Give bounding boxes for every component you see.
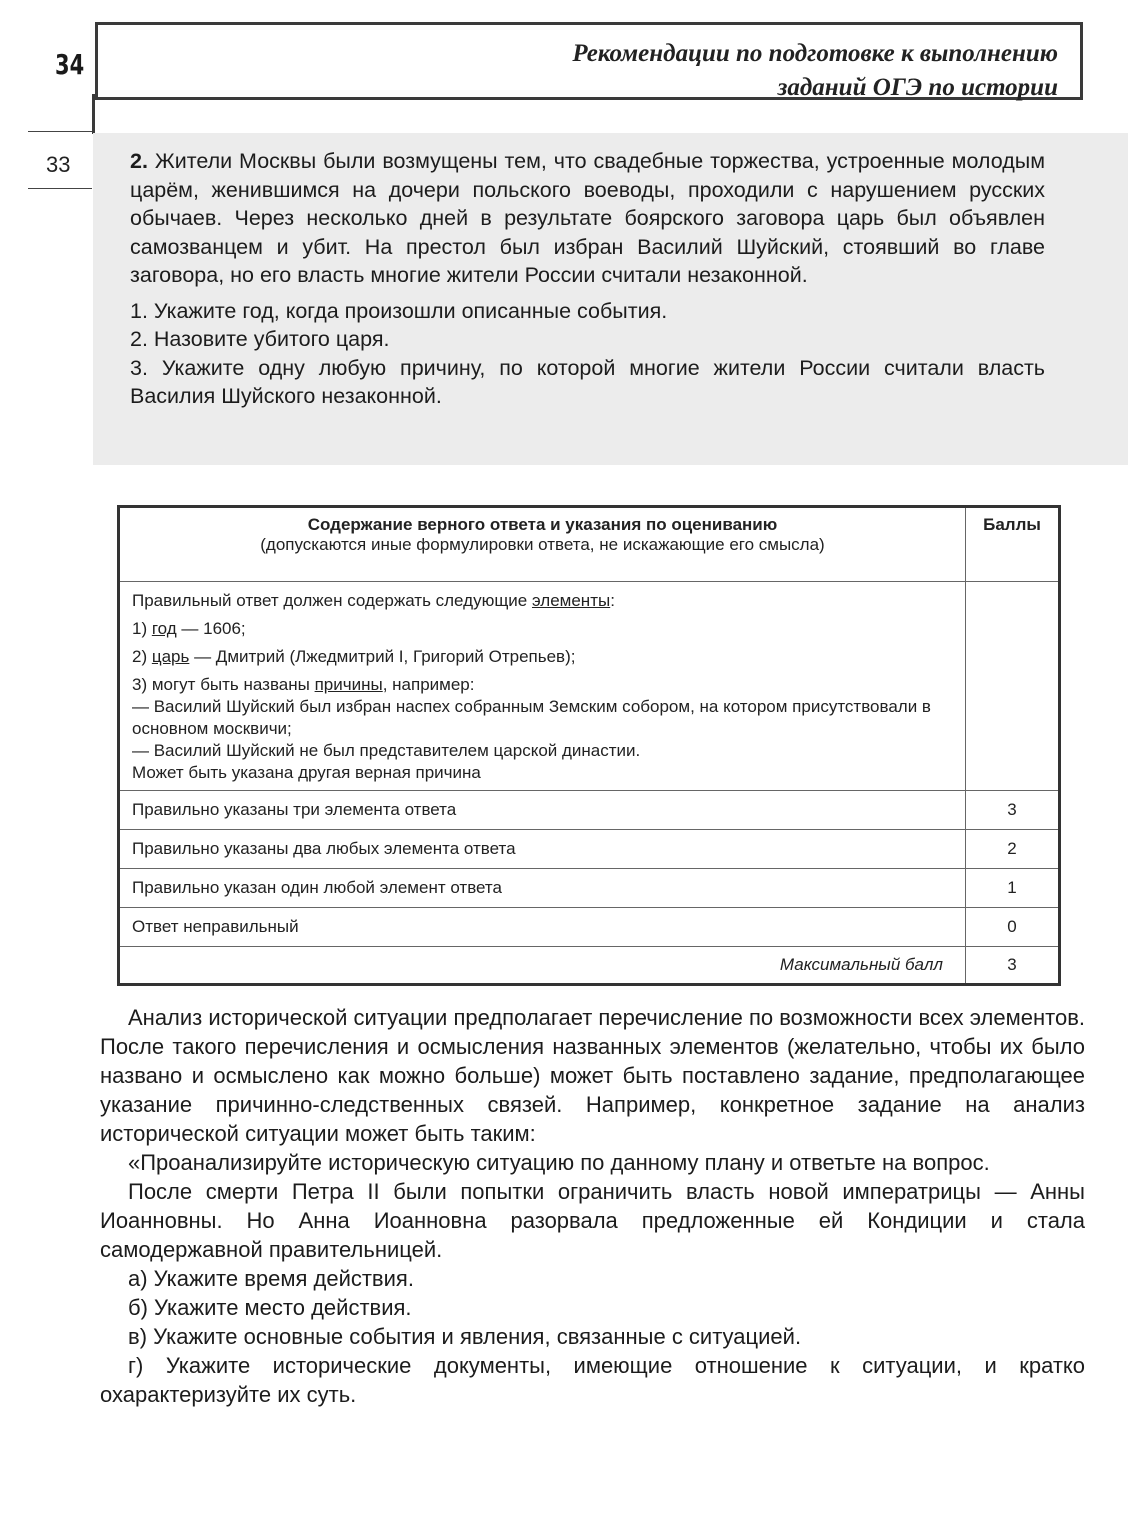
body-paragraph: После смерти Петра II были попытки ограничить власть новой императрицы — Анны Иоанновны. Но Анна Иоанновна разорвала предложенные ей Кондиции и стала самодержавной правительницей. <box>100 1179 1085 1262</box>
element-2-text: — Дмитрий (Лжедмитрий I, Григорий Отрепьев); <box>189 647 576 666</box>
reason-2: — Василий Шуйский не был представителем царской династии. <box>132 741 641 760</box>
criterion-points: 0 <box>966 908 1060 947</box>
answer-intro-colon: : <box>610 591 615 610</box>
plan-item: в) Укажите основные события и явления, связанные с ситуацией. <box>128 1324 802 1349</box>
plan-item: г) Укажите исторические документы, имеющие отношение к ситуации, и кратко охарактеризуйте их суть. <box>100 1353 1085 1407</box>
criterion-label: Правильно указаны три элемента ответа <box>119 791 966 830</box>
answer-content-cell <box>119 582 966 791</box>
criterion-label: Правильно указаны два любых элемента ответа <box>119 830 966 869</box>
table-row <box>119 908 1060 947</box>
element-1-keyword: год <box>151 619 177 638</box>
answer-content <box>120 582 965 790</box>
margin-task-number: 33 <box>46 152 71 177</box>
criterion-label: Правильно указан один любой элемент ответа <box>119 869 966 908</box>
max-score-label: Максимальный балл <box>119 947 966 985</box>
answer-intro-text: Правильный ответ должен содержать следующие <box>132 591 532 610</box>
body-paragraph: Анализ исторической ситуации предполагает перечисление по возможности всех элементов. После такого перечисления и осмысления названных элементов (желательно, чтобы их было названо и осмыслено как можно больше) может быть поставлено задание, предполагающее указание причинно-следственных связей. Например, конкретное задание на анализ исторической ситуации может быть таким: <box>100 1005 1085 1146</box>
table-row <box>119 830 1060 869</box>
scoring-table <box>117 505 1061 986</box>
task-question: 1. Укажите год, когда произошли описанные события. <box>130 298 668 323</box>
element-2-num: 2) <box>132 647 152 666</box>
header-connector <box>92 94 95 134</box>
answer-intro <box>132 590 953 612</box>
answer-content-row <box>119 582 1060 791</box>
element-3-text-b: , например: <box>382 675 475 694</box>
running-header <box>95 22 1083 100</box>
plan-item: а) Укажите время действия. <box>128 1266 414 1291</box>
element-3-text-a: 3) могут быть названы <box>132 675 315 694</box>
criterion-points: 3 <box>966 791 1060 830</box>
task-text <box>130 147 1045 411</box>
task-question: 3. Укажите одну любую причину, по которой многие жители России считали власть Василия Шуйского незаконной. <box>130 355 1045 408</box>
running-header-title <box>572 37 1058 105</box>
answer-element-1 <box>132 618 953 640</box>
table-header-row <box>119 507 1060 582</box>
task-number: 2. <box>130 149 148 173</box>
table-header-subtitle: (допускаются иные формулировки ответа, не искажающие его смысла) <box>260 535 825 554</box>
task-statement <box>130 147 1045 290</box>
answer-intro-keyword: элементы <box>531 591 611 610</box>
header-title-line2: заданий ОГЭ по истории <box>777 74 1058 101</box>
table-header-title: Содержание верного ответа и указания по оцениванию <box>307 515 778 534</box>
element-1-text: — 1606; <box>176 619 246 638</box>
reason-1: — Василий Шуйский был избран наспех собранным Земским собором, на котором присутствовали в основном москвичи; <box>132 697 931 738</box>
max-score-row <box>119 947 1060 985</box>
other-reason: Может быть указана другая верная причина <box>132 763 481 782</box>
task-question: 2. Назовите убитого царя. <box>130 327 390 351</box>
plan-item: б) Укажите место действия. <box>128 1295 412 1320</box>
max-score-points: 3 <box>966 947 1060 985</box>
table-row <box>119 791 1060 830</box>
answer-element-3 <box>132 674 953 696</box>
criterion-label: Ответ неправильный <box>119 908 966 947</box>
margin-divider-top <box>28 131 92 132</box>
margin-divider-bottom <box>28 188 92 189</box>
body-paragraph: «Проанализируйте историческую ситуацию по данному плану и ответьте на вопрос. <box>128 1150 990 1175</box>
header-title-line1: Рекомендации по подготовке к выполнению <box>572 40 1058 67</box>
table-header-points: Баллы <box>966 507 1060 582</box>
element-2-keyword: царь <box>151 647 190 666</box>
answer-element-2 <box>132 646 953 668</box>
table-row <box>119 869 1060 908</box>
page-number: 34 <box>55 48 85 81</box>
criterion-points: 1 <box>966 869 1060 908</box>
body-text <box>100 1003 1085 1409</box>
task-description: Жители Москвы были возмущены тем, что свадебные торжества, устроенные молодым царём, женившимся на дочери польского воеводы, проходили с нарушением русских обычаев. Через несколько дней в результате боярского заговора царь был объявлен самозванцем и убит. На престол был избран Василий Шуйский, стоявший во главе заговора, но его власть многие жители России считали незаконной. <box>130 149 1045 287</box>
element-1-num: 1) <box>132 619 152 638</box>
criterion-points: 2 <box>966 830 1060 869</box>
answer-content-points <box>966 582 1060 791</box>
element-3-keyword: причины <box>314 675 383 694</box>
table-header-content <box>119 507 966 582</box>
